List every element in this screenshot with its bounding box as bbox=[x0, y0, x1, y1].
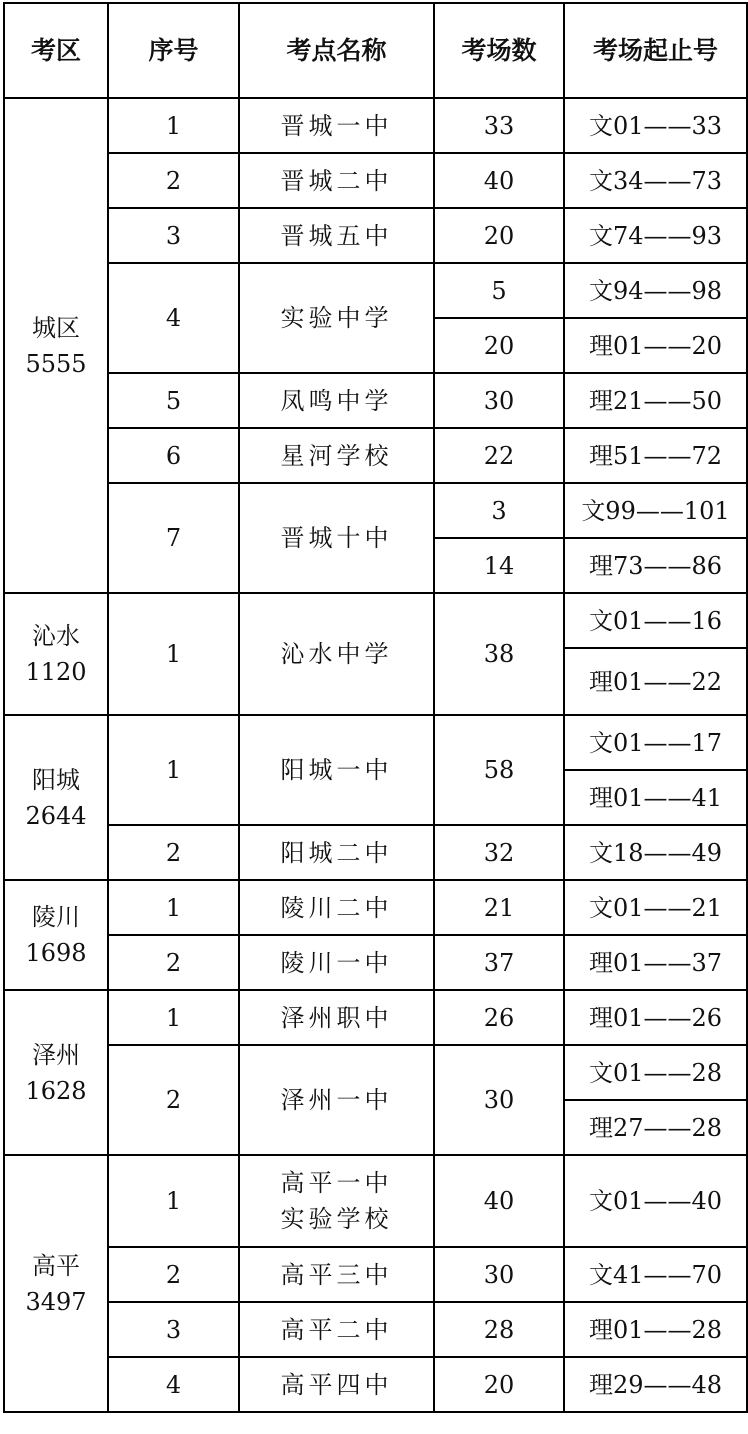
room-range-cell: 理01——37 bbox=[564, 935, 747, 990]
district-count: 1698 bbox=[25, 939, 87, 967]
district-name: 陵川 bbox=[32, 903, 80, 931]
room-range-cell: 理01——28 bbox=[564, 1302, 747, 1357]
room-count-cell: 58 bbox=[434, 715, 564, 825]
site-name-cell: 沁水中学 bbox=[239, 593, 434, 715]
room-range-cell: 理27——28 bbox=[564, 1100, 747, 1155]
room-count-cell: 20 bbox=[434, 208, 564, 263]
district-name: 阳城 bbox=[32, 765, 80, 794]
seq-cell: 1 bbox=[108, 1155, 239, 1247]
table-row bbox=[4, 990, 747, 1045]
site-name-cell: 陵川一中 bbox=[239, 935, 434, 990]
seq-cell: 3 bbox=[108, 1302, 239, 1357]
room-range-cell: 理01——20 bbox=[564, 318, 747, 373]
table-row bbox=[4, 98, 747, 153]
site-name-line-1: 高平一中 bbox=[280, 1169, 393, 1197]
room-range-cell: 文01——28 bbox=[564, 1045, 747, 1100]
table-row bbox=[4, 935, 747, 990]
seq-cell: 1 bbox=[108, 990, 239, 1045]
room-count-cell: 37 bbox=[434, 935, 564, 990]
room-range-cell: 文34——73 bbox=[564, 153, 747, 208]
room-count-cell: 28 bbox=[434, 1302, 564, 1357]
room-range-cell: 文18——49 bbox=[564, 825, 747, 880]
district-cell bbox=[4, 593, 108, 715]
room-count-cell: 26 bbox=[434, 990, 564, 1045]
room-count-cell: 20 bbox=[434, 1357, 564, 1412]
table-row bbox=[4, 428, 747, 483]
room-range-cell: 文01——40 bbox=[564, 1155, 747, 1247]
table-row bbox=[4, 1302, 747, 1357]
room-count-cell: 32 bbox=[434, 825, 564, 880]
room-range-cell: 理01——41 bbox=[564, 770, 747, 825]
site-name-cell: 实验中学 bbox=[239, 263, 434, 373]
site-name-cell: 阳城二中 bbox=[239, 825, 434, 880]
room-range-cell: 文74——93 bbox=[564, 208, 747, 263]
header-room-range: 考场起止号 bbox=[564, 3, 747, 98]
district-count: 1628 bbox=[25, 1076, 87, 1105]
district-cell bbox=[4, 990, 108, 1155]
room-range-cell: 文99——101 bbox=[564, 483, 747, 538]
site-name-cell: 晋城五中 bbox=[239, 208, 434, 263]
room-count-cell: 33 bbox=[434, 98, 564, 153]
table-row bbox=[4, 373, 747, 428]
seq-cell: 2 bbox=[108, 825, 239, 880]
district-cell bbox=[4, 1155, 108, 1412]
table-row bbox=[4, 825, 747, 880]
room-count-cell: 22 bbox=[434, 428, 564, 483]
seq-cell: 4 bbox=[108, 263, 239, 373]
site-name-cell: 高平二中 bbox=[239, 1302, 434, 1357]
room-count-cell: 5 bbox=[434, 263, 564, 318]
site-name-cell: 泽州一中 bbox=[239, 1045, 434, 1155]
table-row bbox=[4, 715, 747, 770]
table-row bbox=[4, 208, 747, 263]
room-range-cell: 理01——26 bbox=[564, 990, 747, 1045]
table-row bbox=[4, 263, 747, 318]
seq-cell: 2 bbox=[108, 153, 239, 208]
site-name-cell: 高平三中 bbox=[239, 1247, 434, 1302]
header-room-count: 考场数 bbox=[434, 3, 564, 98]
seq-cell: 1 bbox=[108, 880, 239, 935]
seq-cell: 4 bbox=[108, 1357, 239, 1412]
table-row bbox=[4, 483, 747, 538]
room-range-cell: 文01——16 bbox=[564, 593, 747, 648]
room-count-cell: 30 bbox=[434, 373, 564, 428]
seq-cell: 1 bbox=[108, 593, 239, 715]
site-name-cell: 凤鸣中学 bbox=[239, 373, 434, 428]
room-range-cell: 理73——86 bbox=[564, 538, 747, 593]
seq-cell: 2 bbox=[108, 935, 239, 990]
district-count: 2644 bbox=[25, 801, 87, 830]
seq-cell: 2 bbox=[108, 1045, 239, 1155]
district-count: 3497 bbox=[25, 1287, 87, 1316]
site-name-cell: 晋城一中 bbox=[239, 98, 434, 153]
room-count-cell: 40 bbox=[434, 153, 564, 208]
room-count-cell: 20 bbox=[434, 318, 564, 373]
room-range-cell: 理29——48 bbox=[564, 1357, 747, 1412]
district-name: 高平 bbox=[32, 1251, 80, 1280]
room-range-cell: 文01——17 bbox=[564, 715, 747, 770]
site-name-cell: 陵川二中 bbox=[239, 880, 434, 935]
site-name-line-2: 实验学校 bbox=[280, 1205, 393, 1233]
seq-cell: 1 bbox=[108, 98, 239, 153]
table-row bbox=[4, 1155, 747, 1247]
header-district: 考区 bbox=[4, 3, 108, 98]
table-row bbox=[4, 593, 747, 648]
site-name-cell: 晋城十中 bbox=[239, 483, 434, 593]
site-name-cell bbox=[239, 1155, 434, 1247]
room-count-cell: 30 bbox=[434, 1045, 564, 1155]
room-count-cell: 40 bbox=[434, 1155, 564, 1247]
room-range-cell: 文01——33 bbox=[564, 98, 747, 153]
district-cell bbox=[4, 715, 108, 880]
site-name-cell: 星河学校 bbox=[239, 428, 434, 483]
seq-cell: 5 bbox=[108, 373, 239, 428]
room-count-cell: 21 bbox=[434, 880, 564, 935]
header-row bbox=[4, 3, 747, 98]
header-site-name: 考点名称 bbox=[239, 3, 434, 98]
table-row bbox=[4, 1247, 747, 1302]
seq-cell: 2 bbox=[108, 1247, 239, 1302]
seq-cell: 7 bbox=[108, 483, 239, 593]
district-cell bbox=[4, 880, 108, 990]
seq-cell: 1 bbox=[108, 715, 239, 825]
site-name-cell: 高平四中 bbox=[239, 1357, 434, 1412]
room-range-cell: 文94——98 bbox=[564, 263, 747, 318]
district-name: 城区 bbox=[32, 313, 80, 342]
table-row bbox=[4, 153, 747, 208]
site-name-cell: 晋城二中 bbox=[239, 153, 434, 208]
table-row bbox=[4, 1357, 747, 1412]
seq-cell: 6 bbox=[108, 428, 239, 483]
room-range-cell: 理01——22 bbox=[564, 648, 747, 715]
room-count-cell: 14 bbox=[434, 538, 564, 593]
district-name: 沁水 bbox=[32, 622, 80, 650]
seq-cell: 3 bbox=[108, 208, 239, 263]
exam-site-table bbox=[3, 2, 748, 1413]
district-name: 泽州 bbox=[32, 1040, 80, 1069]
room-range-cell: 理51——72 bbox=[564, 428, 747, 483]
room-count-cell: 3 bbox=[434, 483, 564, 538]
table-row bbox=[4, 1045, 747, 1100]
room-count-cell: 38 bbox=[434, 593, 564, 715]
district-cell bbox=[4, 98, 108, 593]
district-count: 1120 bbox=[25, 658, 87, 686]
site-name-cell: 阳城一中 bbox=[239, 715, 434, 825]
room-count-cell: 30 bbox=[434, 1247, 564, 1302]
room-range-cell: 文01——21 bbox=[564, 880, 747, 935]
district-count: 5555 bbox=[25, 349, 87, 378]
table-row bbox=[4, 880, 747, 935]
room-range-cell: 理21——50 bbox=[564, 373, 747, 428]
room-range-cell: 文41——70 bbox=[564, 1247, 747, 1302]
site-name-cell: 泽州职中 bbox=[239, 990, 434, 1045]
header-seq: 序号 bbox=[108, 3, 239, 98]
